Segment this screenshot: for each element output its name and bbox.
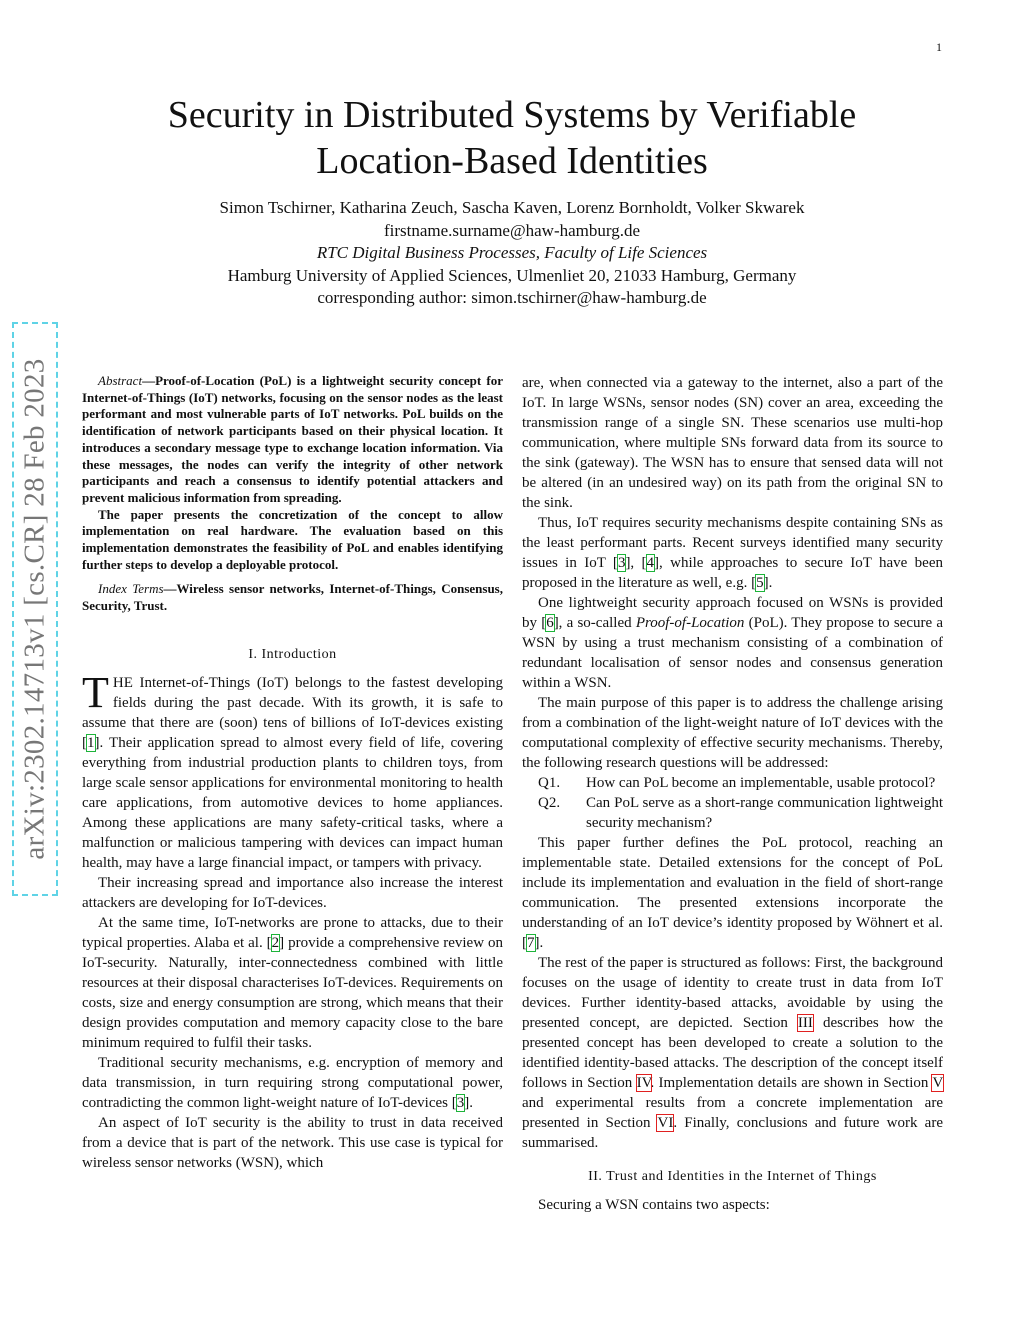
intro-paragraph-4: Traditional security mechanisms, e.g. encryption of memory and data transmission, in turn requiring strong computational power, contradicting the common light-weight nature of IoT-devices [3].: [82, 1054, 503, 1111]
right-paragraph-6: Securing a WSN contains two aspects:: [538, 1197, 770, 1213]
abstract: [82, 373, 503, 615]
section-heading-trust: II. Trust and Identities in the Internet of Things: [588, 1169, 877, 1184]
abstract-paragraph-2: The paper presents the concretization of the concept to allow implementation on real hardware. The evaluation based on this implementation demonstrates the feasibility of PoL and enables identifying further steps to develop a deployable protocol.: [82, 506, 503, 572]
intro-paragraph-2: Their increasing spread and importance also increase the interest attackers are developing for IoT-devices.: [82, 874, 503, 911]
citation-6[interactable]: 6: [546, 615, 554, 631]
author-address: Hamburg University of Applied Sciences, Ulmenliet 20, 21033 Hamburg, Germany: [227, 265, 797, 285]
section-heading-introduction: I. Introduction: [248, 646, 337, 662]
intro-paragraph-5: An aspect of IoT security is the ability to trust in data received from a device that is part of the network. This use case is typical for wireless sensor networks (WSN), which: [82, 1114, 503, 1171]
index-terms-label: Index Terms: [98, 581, 164, 597]
right-column: [522, 373, 943, 1215]
index-terms: Index Terms—Wireless sensor networks, Internet-of-Things, Consensus, Security, Trust.: [82, 581, 503, 614]
right-paragraph-5: The rest of the paper is structured as follows: First, the background focuses on the usage of identity to create trust in data from IoT devices. Further identity-based attacks, avoidable by using the presented concept, are depicted. Section III describes how the presented concept has been developed to create a solution to the identified identity-based attacks. The description of the concept itself follows in Section IV. Implementation details are shown in Section V and experimental results from a concrete implementation are presented in Section VI. Finally, conclusions and future work are summarised.: [522, 955, 944, 1151]
citation-7[interactable]: 7: [527, 935, 535, 951]
page-number: 1: [936, 40, 942, 54]
section-link-iii[interactable]: III: [797, 1015, 813, 1031]
right-paragraph-4: This paper further defines the PoL protocol, reaching an implementable state. Detailed extensions for the concept of PoL include its implementation and evaluation in the field of short-range communication. The presented extensions incorporate the understanding of an IoT device’s identity proposed by Wöhnert et al. [7].: [522, 835, 943, 951]
right-paragraph-0: are, when connected via a gateway to the internet, also a part of the IoT. In large WSNs, sensor nodes (SN) cover an area, exceeding the transmission range of a single SN. These scenarios use multi-hop communication, where multiple SNs forward data from its source to the sink (gateway). The WSN has to ensure that sensed data will not be altered (in an undesired way) on its path from the original SN to the sink.: [522, 375, 943, 511]
right-paragraph-2: One lightweight security approach focused on WSNs is provided by [6], a so-called Proof-of-Location (PoL). They propose to secure a WSN by using a trust mechanism consisting of a combination of redundant localisation of sensor nodes and consensus generation within a WSN.: [522, 595, 943, 691]
paper-title: [0, 92, 1024, 184]
corresponding-author: corresponding author: simon.tschirner@haw-hamburg.de: [317, 288, 707, 307]
arxiv-stamp[interactable]: [12, 322, 58, 896]
section-link-iv[interactable]: IV: [636, 1075, 651, 1091]
abstract-paragraph-1: Abstract—Proof-of-Location (PoL) is a lightweight security concept for Internet-of-Things (IoT) networks, focusing on the sensor nodes as the least performant and most vulnerable parts of IoT networks. PoL builds on the identification of network participants based on their physical location. It introduces a secondary message type to exchange location information. Via these messages, the nodes can verify the integrity of other network participants and reach a consensus to identify potential attackers and prevent malicious information from spreading.: [82, 373, 503, 505]
right-paragraph-3: The main purpose of this paper is to address the challenge arising from a combination of the light-weight nature of IoT devices with the computational complexity of effective security mechanisms. Thereby, the following research questions will be addressed:: [522, 695, 943, 771]
intro-paragraph-1: THE Internet-of-Things (IoT) belongs to the fastest developing fields during the past decade. With its growth, it is safe to assume that there are (soon) tens of billions of IoT-devices existing [1]. Their application spread to almost every field of life, covering everything from industrial production plants to children toys, from large scale sensor applications for environmental monitoring to health care applications, from automotive devices to home appliances. Among these applications are many safety-critical tasks, where a malfunction or malicious tampering with devices can impact human health, may have a large financial impact, or tampers with privacy.: [82, 667, 503, 871]
citation-1[interactable]: 1: [87, 734, 95, 751]
citation-2[interactable]: 2: [271, 934, 280, 951]
abstract-label: Abstract: [98, 373, 143, 388]
research-question-2: Q2. Can PoL serve as a short-range communication lightweight security mechanism?: [538, 795, 943, 831]
title-line-2: Location-Based Identities: [316, 140, 708, 182]
section-link-vi[interactable]: VI: [657, 1115, 674, 1131]
title-line-1: Security in Distributed Systems by Verifiable: [167, 94, 857, 136]
left-column: [82, 373, 503, 1173]
research-question-1: Q1. How can PoL become an implementable, usable protocol?: [538, 775, 936, 791]
author-names: Simon Tschirner, Katharina Zeuch, Sascha Kaven, Lorenz Bornholdt, Volker Skwarek: [219, 198, 805, 217]
arxiv-id: arXiv:2302.14713v1 [cs.CR] 28 Feb 2023: [18, 358, 51, 860]
author-email: firstname.surname@haw-hamburg.de: [383, 220, 641, 240]
section-link-v[interactable]: V: [932, 1075, 943, 1091]
citation-4[interactable]: 4: [646, 555, 655, 571]
author-block: [0, 197, 1024, 310]
intro-paragraph-3: At the same time, IoT-networks are prone to attacks, due to their typical properties. Alaba et al. [2] provide a comprehensive review on IoT-security. Naturally, inter-connectedness combined with little resources at their disposal characterises IoT-devices. Requirements on costs, size and energy consumption are strong, which means that their design provides computation and memory capacity close to the bare minimum required to fulfil their tasks.: [82, 914, 503, 1051]
right-paragraph-1: Thus, IoT requires security mechanisms despite containing SNs as the least performant parts. Recent surveys identified many security issues in IoT [3], [4], while approaches to secure IoT have been proposed in the literature as well, e.g. [5].: [522, 515, 943, 591]
drop-cap: T: [82, 667, 109, 717]
author-affiliation: RTC Digital Business Processes, Faculty of Life Sciences: [316, 243, 708, 262]
citation-3[interactable]: 3: [456, 1094, 465, 1111]
citation-3b[interactable]: 3: [617, 555, 626, 571]
citation-5[interactable]: 5: [756, 575, 764, 591]
